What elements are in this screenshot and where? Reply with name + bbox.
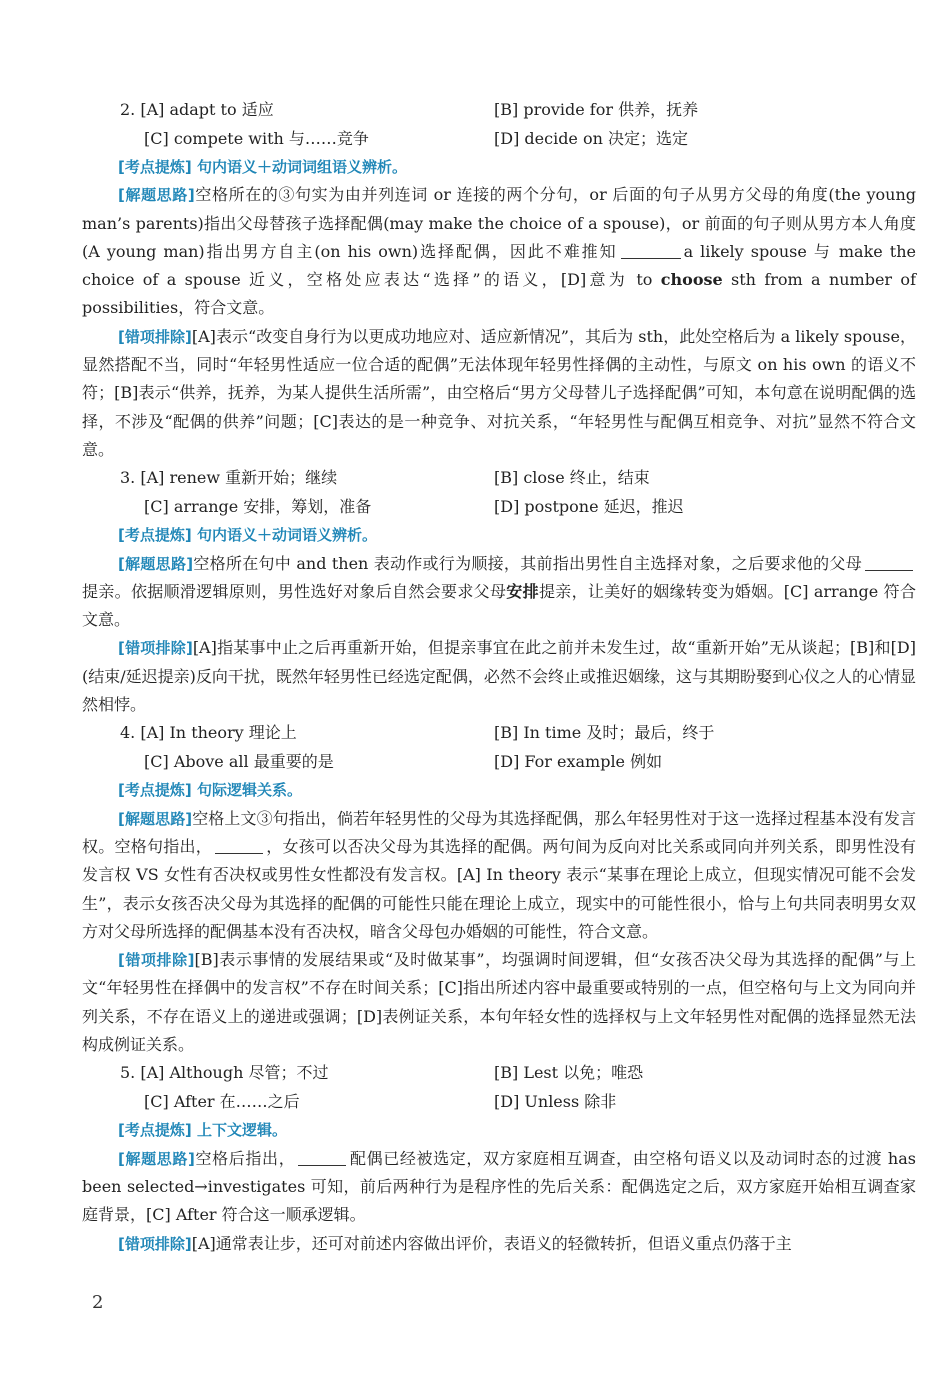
option-b: [B] provide for 供养，抚养	[494, 100, 699, 119]
kaodian-line	[82, 1116, 916, 1144]
silu-label: [解题思路]	[118, 1149, 195, 1168]
options-row	[82, 464, 916, 493]
kaodian-text: 句内语义＋动词语义辨析。	[196, 526, 377, 545]
silu-text: 提亲。依据顺滑逻辑原则，男性选好对象后自然会要求父母	[82, 581, 507, 601]
cuo-text: [A]指某事中止之后再重新开始，但提亲事宜在此之前并未发生过，故“重新开始”无从谈起；[B]和[D](结束/延迟提亲)反向干扰，既然年轻男性已经选定配偶，必然不会终止或推迟姻缘，这与其期盼娶到心仪之人的心情显然相悖。	[82, 638, 916, 715]
cuo-label: [错项排除]	[118, 327, 192, 346]
option-b: [B] In time 及时；最后，终于	[494, 723, 715, 743]
silu-label: [解题思路]	[118, 554, 194, 573]
answer-blank	[865, 554, 913, 571]
answer-blank	[298, 1149, 346, 1166]
silu-text: 空格后指出，	[194, 1148, 296, 1168]
options-row	[82, 493, 916, 522]
option-a: 3. [A] renew 重新开始；继续	[120, 468, 338, 488]
bold-word: choose	[660, 270, 723, 290]
option-a: 4. [A] In theory 理论上	[120, 723, 297, 743]
answer-blank	[621, 242, 681, 259]
bold-word: 安排	[506, 581, 539, 601]
option-c: [C] After 在……之后	[144, 1091, 300, 1111]
kaodian-line	[82, 521, 916, 549]
kaodian-label: [考点提炼]	[118, 158, 192, 176]
kaodian-line	[82, 153, 916, 181]
silu-text: ，女孩可以否决父母为其选择的配偶。两句间为反向对比关系或同向并列关系，即男性没有发言权 VS 女性有否决权或男性女性都没有发言权。[A] In theory 表示“某事在理论上成立，但现实情况可能不会发生”，表示女孩否决父母为其选择的配偶的可能性只能在理论上成立，现实中的可能性很小，恰与上句共同表明男女双方对父母所选择的配偶基本没有否决权，暗含父母包办婚姻的可能性，符合文意。	[82, 836, 916, 941]
silu-text: 空格上文③句指出，倘若年轻男性的父母为其选择配偶，那么年轻男性对于这一选择过程基本没有发言权。空格句指出，	[82, 808, 916, 856]
silu-paragraph	[82, 1145, 916, 1230]
kaodian-label: [考点提炼]	[118, 526, 192, 545]
cuo-text: [A]表示“改变自身行为以更成功地应对、适应新情况”，其后为 sth，此处空格后为 a likely spouse，显然搭配不当，同时“年轻男性适应一位合适的配偶”无法体现年轻男性择偶的主动性，与原文 on his own 的语义不符；[B]表示“供养，抚养，为某人提供生活所需”，由空格后“男方父母替儿子选择配偶”可知，本句意在说明配偶的选择，不涉及“配偶的供养”问题；[C]表达的是一种竞争、对抗关系，“年轻男性与配偶互相竞争、对抗”显然不符合文意。	[82, 326, 916, 459]
cuo-paragraph	[82, 634, 916, 719]
silu-paragraph	[82, 550, 916, 635]
cuo-label: [错项排除]	[118, 951, 195, 970]
answer-blank	[215, 837, 263, 854]
kaodian-label: [考点提炼]	[118, 781, 192, 800]
option-b: [B] Lest 以免；唯恐	[494, 1063, 644, 1083]
silu-paragraph	[82, 181, 916, 322]
option-c: [C] arrange 安排，筹划，准备	[144, 496, 372, 516]
option-d: [D] postpone 延迟，推迟	[494, 496, 684, 516]
silu-text: 空格所在句中 and then 表动作或行为顺接，其前指出男性自主选择对象，之后要求他的父母	[193, 553, 862, 573]
silu-text: 配偶已经被选定，双方家庭相互调查，由空格句语义以及动词时态的过渡 has been selected→investigates 可知，前后两种行为是程序性的先后关系：配偶选定之后，双方家庭开始相互调查家庭背景，[C] After 符合这一顺承逻辑。	[82, 1148, 916, 1225]
cuo-text: [A]通常表让步，还可对前述内容做出评价，表语义的轻微转折，但语义重点仍落于主	[191, 1233, 792, 1253]
options-row	[82, 1059, 916, 1088]
options-row	[82, 125, 916, 154]
kaodian-line	[82, 776, 916, 804]
options-row	[82, 748, 916, 777]
options-row	[82, 96, 916, 125]
option-a: 2. [A] adapt to 适应	[120, 100, 274, 119]
cuo-label: [错项排除]	[118, 639, 193, 658]
silu-text: a likely spouse 与 make the choice of a spouse 近义，空格处应表达“选择”的语义，[D]意为 to	[82, 241, 916, 290]
silu-text: 提亲，让美好的姻缘转变为婚姻。[C] arrange 符合文意。	[82, 581, 916, 630]
options-row	[82, 719, 916, 748]
kaodian-text: 上下文逻辑。	[196, 1121, 287, 1140]
silu-text: sth from a number of possibilities，符合文意。	[82, 270, 916, 318]
cuo-label: [错项排除]	[118, 1234, 192, 1253]
kaodian-text: 句内语义＋动词词组语义辨析。	[196, 158, 407, 176]
page-content	[82, 96, 916, 1258]
option-c: [C] Above all 最重要的是	[144, 751, 334, 771]
cuo-text: [B]表示事情的发展结果或“及时做某事”，均强调时间逻辑，但“女孩否决父母为其选择的配偶”与上文“年轻男性在择偶中的发言权”不存在时间关系；[C]指出所述内容中最重要或特别的一点，但空格句与上文为同向并列关系，不存在语义上的递进或强调；[D]表例证关系，本句年轻女性的选择权与上文年轻男性对配偶的选择显然无法构成例证关系。	[82, 950, 916, 1055]
kaodian-label: [考点提炼]	[118, 1121, 192, 1140]
cuo-paragraph	[82, 946, 916, 1059]
page-number: 2	[92, 1292, 104, 1313]
silu-label: [解题思路]	[118, 809, 193, 828]
option-c: [C] compete with 与……竞争	[144, 128, 369, 148]
option-d: [D] decide on 决定；选定	[494, 128, 689, 148]
cuo-paragraph	[82, 1230, 916, 1258]
kaodian-text: 句际逻辑关系。	[196, 781, 302, 800]
silu-paragraph	[82, 805, 916, 946]
silu-label: [解题思路]	[118, 186, 195, 205]
cuo-paragraph	[82, 323, 916, 464]
option-b: [B] close 终止，结束	[494, 468, 650, 488]
silu-text: 空格所在的③句实为由并列连词 or 连接的两个分句，or 后面的句子从男方父母的角度(the young man’s parents)指出父母替孩子选择配偶(may make the choice of a spouse)，or 前面的句子则从男方本人角度(A young man)指出男方自主(on his own)选择配偶，因此不难推知	[82, 185, 916, 261]
option-d: [D] Unless 除非	[494, 1091, 617, 1111]
option-d: [D] For example 例如	[494, 751, 663, 771]
option-a: 5. [A] Although 尽管；不过	[120, 1063, 329, 1083]
options-row	[82, 1088, 916, 1117]
